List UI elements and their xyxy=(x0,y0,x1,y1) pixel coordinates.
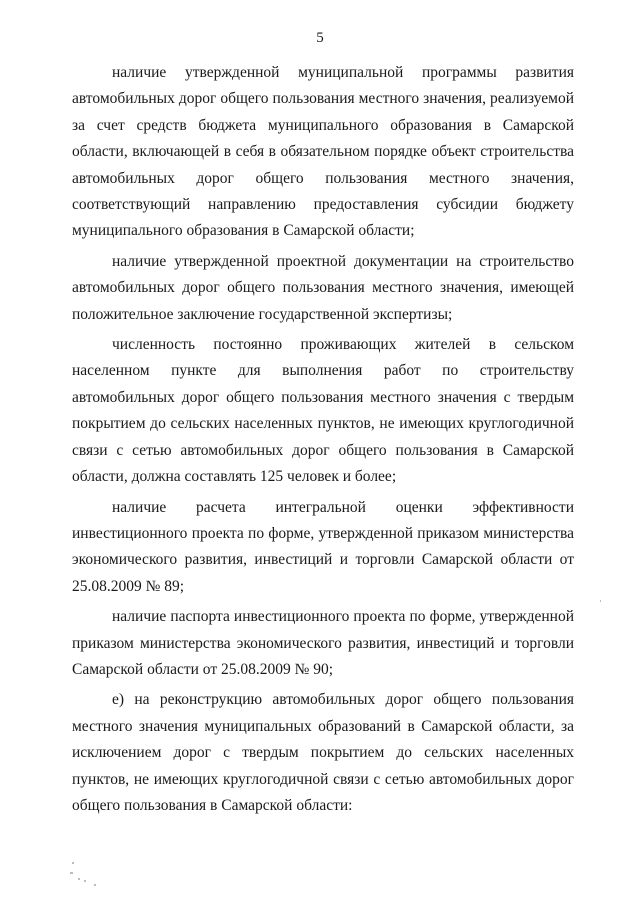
paragraph-efficiency-calculation: наличие расчета интегральной оценки эффективности инвестиционного проекта по форме, утвержденной приказом министерства экономического развития, инвестиций и торговли Самарской области от 25.08.2009 № 89; xyxy=(72,498,574,595)
paragraph-reconstruction: е) на реконструкцию автомобильных дорог общего пользования местного значения муниципальных образований в Самарской области, за исключением дорог с твердым покрытием до сельских населенных пунктов, не имеющих круглогодичной связи с сетью автомобильных дорог общего пользования в Самарской области: xyxy=(72,691,574,814)
paragraph-investment-passport: наличие паспорта инвестиционного проекта по форме, утвержденной приказом министерства экономического развития, инвестиций и торговли Самарской области от 25.08.2009 № 90; xyxy=(72,608,574,678)
paragraph-population: численность постоянно проживающих жителей в сельском населенном пункте для выполнения работ по строительству автомобильных дорог общего пользования местного значения с твердым покрытием до сельских населенных пунктов, не имеющих круглогодичной связи с сетью автомобильных дорог общего пользования в Самарской области, должна составлять 125 человек и более; xyxy=(72,336,574,486)
paragraph-program: наличие утвержденной муниципальной программы развития автомобильных дорог общего пользования местного значения, реализуемой за счет средств бюджета муниципального образования в Самарской области, включающей в себя в обязательном порядке объект строительства автомобильных дорог общего пользования местного значения, соответствующий направлению предоставления субсидии бюджету муниципального образования в Самарской области; xyxy=(72,64,574,240)
document-body xyxy=(72,60,574,819)
paragraph-project-documentation: наличие утвержденной проектной документации на строительство автомобильных дорог общего пользования местного значения, имеющей положительное заключение государственной экспертизы; xyxy=(72,252,574,323)
page-number: 5 xyxy=(316,30,324,46)
